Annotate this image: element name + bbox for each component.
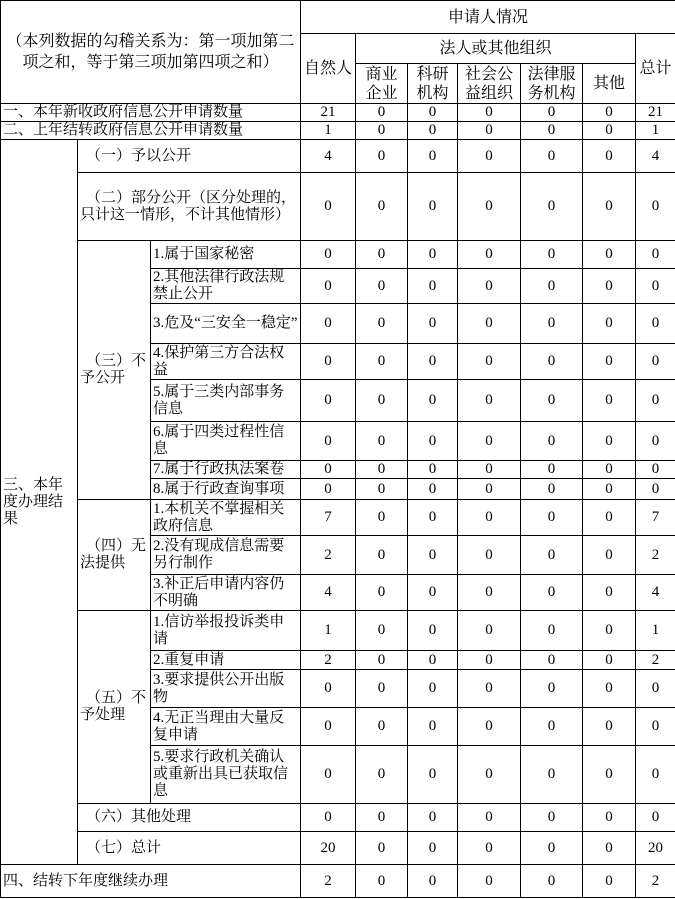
value-cell: 0 (521, 380, 583, 422)
value-cell: 0 (356, 241, 408, 269)
value-cell: 0 (301, 241, 356, 269)
value-cell: 0 (458, 140, 521, 173)
row-label-third-party-rights: 4.保护第三方合法权益 (151, 344, 301, 380)
value-cell: 0 (521, 269, 583, 304)
table-row (1, 865, 675, 898)
value-cell: 0 (458, 380, 521, 422)
value-cell: 0 (521, 832, 583, 865)
value-cell: 0 (583, 479, 636, 500)
value-cell: 0 (521, 461, 583, 479)
value-cell: 0 (356, 380, 408, 422)
value-cell: 0 (408, 865, 458, 898)
value-cell: 0 (636, 304, 675, 344)
value-cell: 20 (301, 832, 356, 865)
col-header-legal-service-org: 法律服务机构 (521, 64, 583, 104)
value-cell: 0 (301, 479, 356, 500)
value-cell: 0 (408, 670, 458, 708)
value-cell: 0 (636, 479, 675, 500)
value-cell: 0 (458, 173, 521, 241)
value-cell: 0 (636, 380, 675, 422)
value-cell: 0 (583, 304, 636, 344)
reconciliation-note: （本列数据的勾稽关系为：第一项加第二项之和，等于第三项加第四项之和） (1, 1, 301, 104)
table-row (1, 832, 675, 865)
value-cell: 0 (636, 241, 675, 269)
value-cell: 4 (636, 575, 675, 611)
value-cell: 0 (458, 500, 521, 536)
value-cell: 0 (408, 304, 458, 344)
value-cell: 0 (458, 461, 521, 479)
row-label-enforcement-files: 7.属于行政执法案卷 (151, 461, 301, 479)
value-cell: 0 (521, 670, 583, 708)
value-cell: 0 (636, 269, 675, 304)
value-cell: 0 (301, 304, 356, 344)
row-label-needs-separate-production: 2.没有现成信息需要另行制作 (151, 536, 301, 575)
value-cell: 0 (521, 575, 583, 611)
value-cell: 0 (458, 575, 521, 611)
value-cell: 0 (408, 461, 458, 479)
row-label-still-unclear-after-correction: 3.补正后申请内容仍不明确 (151, 575, 301, 611)
table-row (1, 804, 675, 832)
value-cell: 0 (301, 173, 356, 241)
value-cell: 0 (458, 804, 521, 832)
value-cell: 0 (583, 461, 636, 479)
table-row (1, 173, 675, 241)
row-label-endanger-safety: 3.危及“三安全一稳定” (151, 304, 301, 344)
value-cell: 0 (521, 173, 583, 241)
value-cell: 0 (356, 479, 408, 500)
value-cell: 0 (583, 241, 636, 269)
value-cell: 0 (408, 173, 458, 241)
value-cell: 0 (458, 865, 521, 898)
value-cell: 2 (301, 651, 356, 670)
row-label-other-laws-prohibit: 2.其他法律行政法规禁止公开 (151, 269, 301, 304)
col-header-commercial-enterprise: 商业企业 (356, 64, 408, 104)
value-cell: 0 (521, 651, 583, 670)
value-cell: 0 (636, 461, 675, 479)
row-label-granted: （一）予以公开 (78, 140, 301, 173)
value-cell: 0 (583, 269, 636, 304)
value-cell: 2 (301, 536, 356, 575)
value-cell: 0 (458, 304, 521, 344)
value-cell: 0 (583, 344, 636, 380)
value-cell: 0 (301, 422, 356, 461)
value-cell: 0 (521, 104, 583, 122)
value-cell: 0 (521, 479, 583, 500)
value-cell: 0 (458, 479, 521, 500)
value-cell: 0 (521, 536, 583, 575)
value-cell: 0 (301, 380, 356, 422)
row-label-subtotal: （七）总计 (78, 832, 301, 865)
value-cell: 0 (356, 865, 408, 898)
value-cell: 0 (408, 708, 458, 746)
value-cell: 0 (521, 140, 583, 173)
value-cell: 1 (636, 611, 675, 651)
value-cell: 0 (408, 122, 458, 140)
value-cell: 0 (583, 575, 636, 611)
row-label-repeat-application: 2.重复申请 (151, 651, 301, 670)
col-header-other: 其他 (583, 64, 636, 104)
value-cell: 4 (301, 140, 356, 173)
value-cell: 0 (636, 746, 675, 804)
value-cell: 0 (356, 461, 408, 479)
value-cell: 0 (521, 611, 583, 651)
table-row (1, 140, 675, 173)
value-cell: 0 (408, 611, 458, 651)
value-cell: 0 (583, 140, 636, 173)
value-cell: 0 (583, 122, 636, 140)
value-cell: 0 (636, 804, 675, 832)
value-cell: 0 (458, 832, 521, 865)
value-cell: 0 (458, 611, 521, 651)
value-cell: 2 (301, 865, 356, 898)
value-cell: 7 (636, 500, 675, 536)
value-cell: 20 (636, 832, 675, 865)
row-label-partially-granted: （二）部分公开（区分处理的，只计这一情形，不计其他情形） (78, 173, 301, 241)
row-label-info-not-held: 1.本机关不掌握相关政府信息 (151, 500, 301, 536)
value-cell: 0 (408, 380, 458, 422)
value-cell: 0 (301, 344, 356, 380)
value-cell: 0 (408, 746, 458, 804)
value-cell: 0 (356, 122, 408, 140)
value-cell: 0 (408, 804, 458, 832)
value-cell: 21 (301, 104, 356, 122)
value-cell: 0 (301, 708, 356, 746)
value-cell: 0 (356, 804, 408, 832)
group-label-unable-to-provide: （四）无法提供 (78, 500, 151, 611)
value-cell: 0 (583, 173, 636, 241)
value-cell: 0 (636, 173, 675, 241)
row-label-new-applications: 一、本年新收政府信息公开申请数量 (1, 104, 301, 122)
table-row (1, 611, 675, 651)
value-cell: 0 (458, 536, 521, 575)
value-cell: 0 (636, 708, 675, 746)
value-cell: 0 (356, 746, 408, 804)
value-cell: 0 (458, 269, 521, 304)
value-cell: 0 (521, 500, 583, 536)
row-label-carried-over-applications: 二、上年结转政府信息公开申请数量 (1, 122, 301, 140)
value-cell: 0 (408, 500, 458, 536)
value-cell: 0 (636, 422, 675, 461)
value-cell: 0 (408, 344, 458, 380)
value-cell: 1 (301, 122, 356, 140)
value-cell: 4 (636, 140, 675, 173)
value-cell: 0 (301, 804, 356, 832)
value-cell: 0 (636, 344, 675, 380)
value-cell: 0 (583, 708, 636, 746)
value-cell: 0 (458, 241, 521, 269)
value-cell: 0 (521, 241, 583, 269)
col-header-research-institution: 科研机构 (408, 64, 458, 104)
value-cell: 0 (356, 651, 408, 670)
value-cell: 0 (583, 746, 636, 804)
value-cell: 0 (458, 344, 521, 380)
value-cell: 0 (458, 122, 521, 140)
row-label-petition-complaint: 1.信访举报投诉类申请 (151, 611, 301, 651)
value-cell: 0 (356, 140, 408, 173)
value-cell: 0 (583, 804, 636, 832)
value-cell: 0 (583, 536, 636, 575)
row-label-other-handling: （六）其他处理 (78, 804, 301, 832)
group-label-not-processed: （五）不予处理 (78, 611, 151, 804)
value-cell: 0 (458, 708, 521, 746)
value-cell: 0 (408, 536, 458, 575)
value-cell: 0 (458, 651, 521, 670)
value-cell: 0 (583, 651, 636, 670)
value-cell: 0 (583, 865, 636, 898)
group-label-refused-disclosure: （三）不予公开 (78, 241, 151, 500)
value-cell: 0 (636, 670, 675, 708)
table-row (1, 500, 675, 536)
value-cell: 0 (408, 269, 458, 304)
value-cell: 0 (356, 269, 408, 304)
value-cell: 0 (408, 575, 458, 611)
value-cell: 0 (583, 380, 636, 422)
value-cell: 0 (408, 422, 458, 461)
value-cell: 0 (356, 611, 408, 651)
value-cell: 0 (521, 708, 583, 746)
applicant-situation-header: 申请人情况 (301, 1, 675, 34)
value-cell: 0 (521, 344, 583, 380)
value-cell: 2 (636, 536, 675, 575)
value-cell: 0 (408, 140, 458, 173)
value-cell: 0 (583, 611, 636, 651)
value-cell: 0 (408, 479, 458, 500)
value-cell: 0 (356, 575, 408, 611)
value-cell: 0 (356, 670, 408, 708)
value-cell: 0 (583, 104, 636, 122)
value-cell: 1 (301, 611, 356, 651)
value-cell: 0 (583, 500, 636, 536)
value-cell: 0 (408, 241, 458, 269)
value-cell: 0 (458, 746, 521, 804)
section-label-processing-results: 三、本年度办理结果 (1, 140, 78, 865)
value-cell: 7 (301, 500, 356, 536)
value-cell: 0 (458, 422, 521, 461)
value-cell: 0 (356, 422, 408, 461)
table-row (1, 241, 675, 269)
value-cell: 0 (356, 708, 408, 746)
table-row (1, 122, 675, 140)
value-cell: 0 (583, 832, 636, 865)
value-cell: 0 (356, 500, 408, 536)
value-cell: 0 (583, 670, 636, 708)
value-cell: 0 (521, 422, 583, 461)
value-cell: 0 (521, 804, 583, 832)
col-header-total: 总计 (636, 34, 675, 104)
value-cell: 0 (301, 461, 356, 479)
value-cell: 0 (356, 304, 408, 344)
row-label-state-secret: 1.属于国家秘密 (151, 241, 301, 269)
value-cell: 4 (301, 575, 356, 611)
value-cell: 1 (636, 122, 675, 140)
value-cell: 0 (583, 422, 636, 461)
value-cell: 0 (356, 344, 408, 380)
value-cell: 0 (458, 670, 521, 708)
table-row (1, 104, 675, 122)
row-label-administrative-inquiry: 8.属于行政查询事项 (151, 479, 301, 500)
value-cell: 2 (636, 865, 675, 898)
value-cell: 0 (408, 651, 458, 670)
col-header-natural-person: 自然人 (301, 34, 356, 104)
value-cell: 0 (521, 122, 583, 140)
col-header-org-group: 法人或其他组织 (356, 34, 636, 64)
value-cell: 0 (301, 670, 356, 708)
row-label-unjustified-repeated-requests: 4.无正当理由大量反复申请 (151, 708, 301, 746)
row-label-internal-affairs-info: 5.属于三类内部事务信息 (151, 380, 301, 422)
value-cell: 0 (521, 304, 583, 344)
value-cell: 0 (356, 832, 408, 865)
col-header-social-welfare-org: 社会公益组织 (458, 64, 521, 104)
value-cell: 0 (458, 104, 521, 122)
value-cell: 0 (301, 746, 356, 804)
value-cell: 0 (356, 536, 408, 575)
row-label-process-info: 6.属于四类过程性信息 (151, 422, 301, 461)
value-cell: 0 (301, 269, 356, 304)
value-cell: 21 (636, 104, 675, 122)
row-label-public-publications: 3.要求提供公开出版物 (151, 670, 301, 708)
value-cell: 0 (408, 104, 458, 122)
value-cell: 0 (521, 865, 583, 898)
row-label-confirm-or-reissue-info: 5.要求行政机关确认或重新出具已获取信息 (151, 746, 301, 804)
value-cell: 0 (408, 832, 458, 865)
value-cell: 2 (636, 651, 675, 670)
value-cell: 0 (521, 746, 583, 804)
value-cell: 0 (356, 104, 408, 122)
row-label-carried-to-next-year: 四、结转下年度继续办理 (1, 865, 301, 898)
value-cell: 0 (356, 173, 408, 241)
